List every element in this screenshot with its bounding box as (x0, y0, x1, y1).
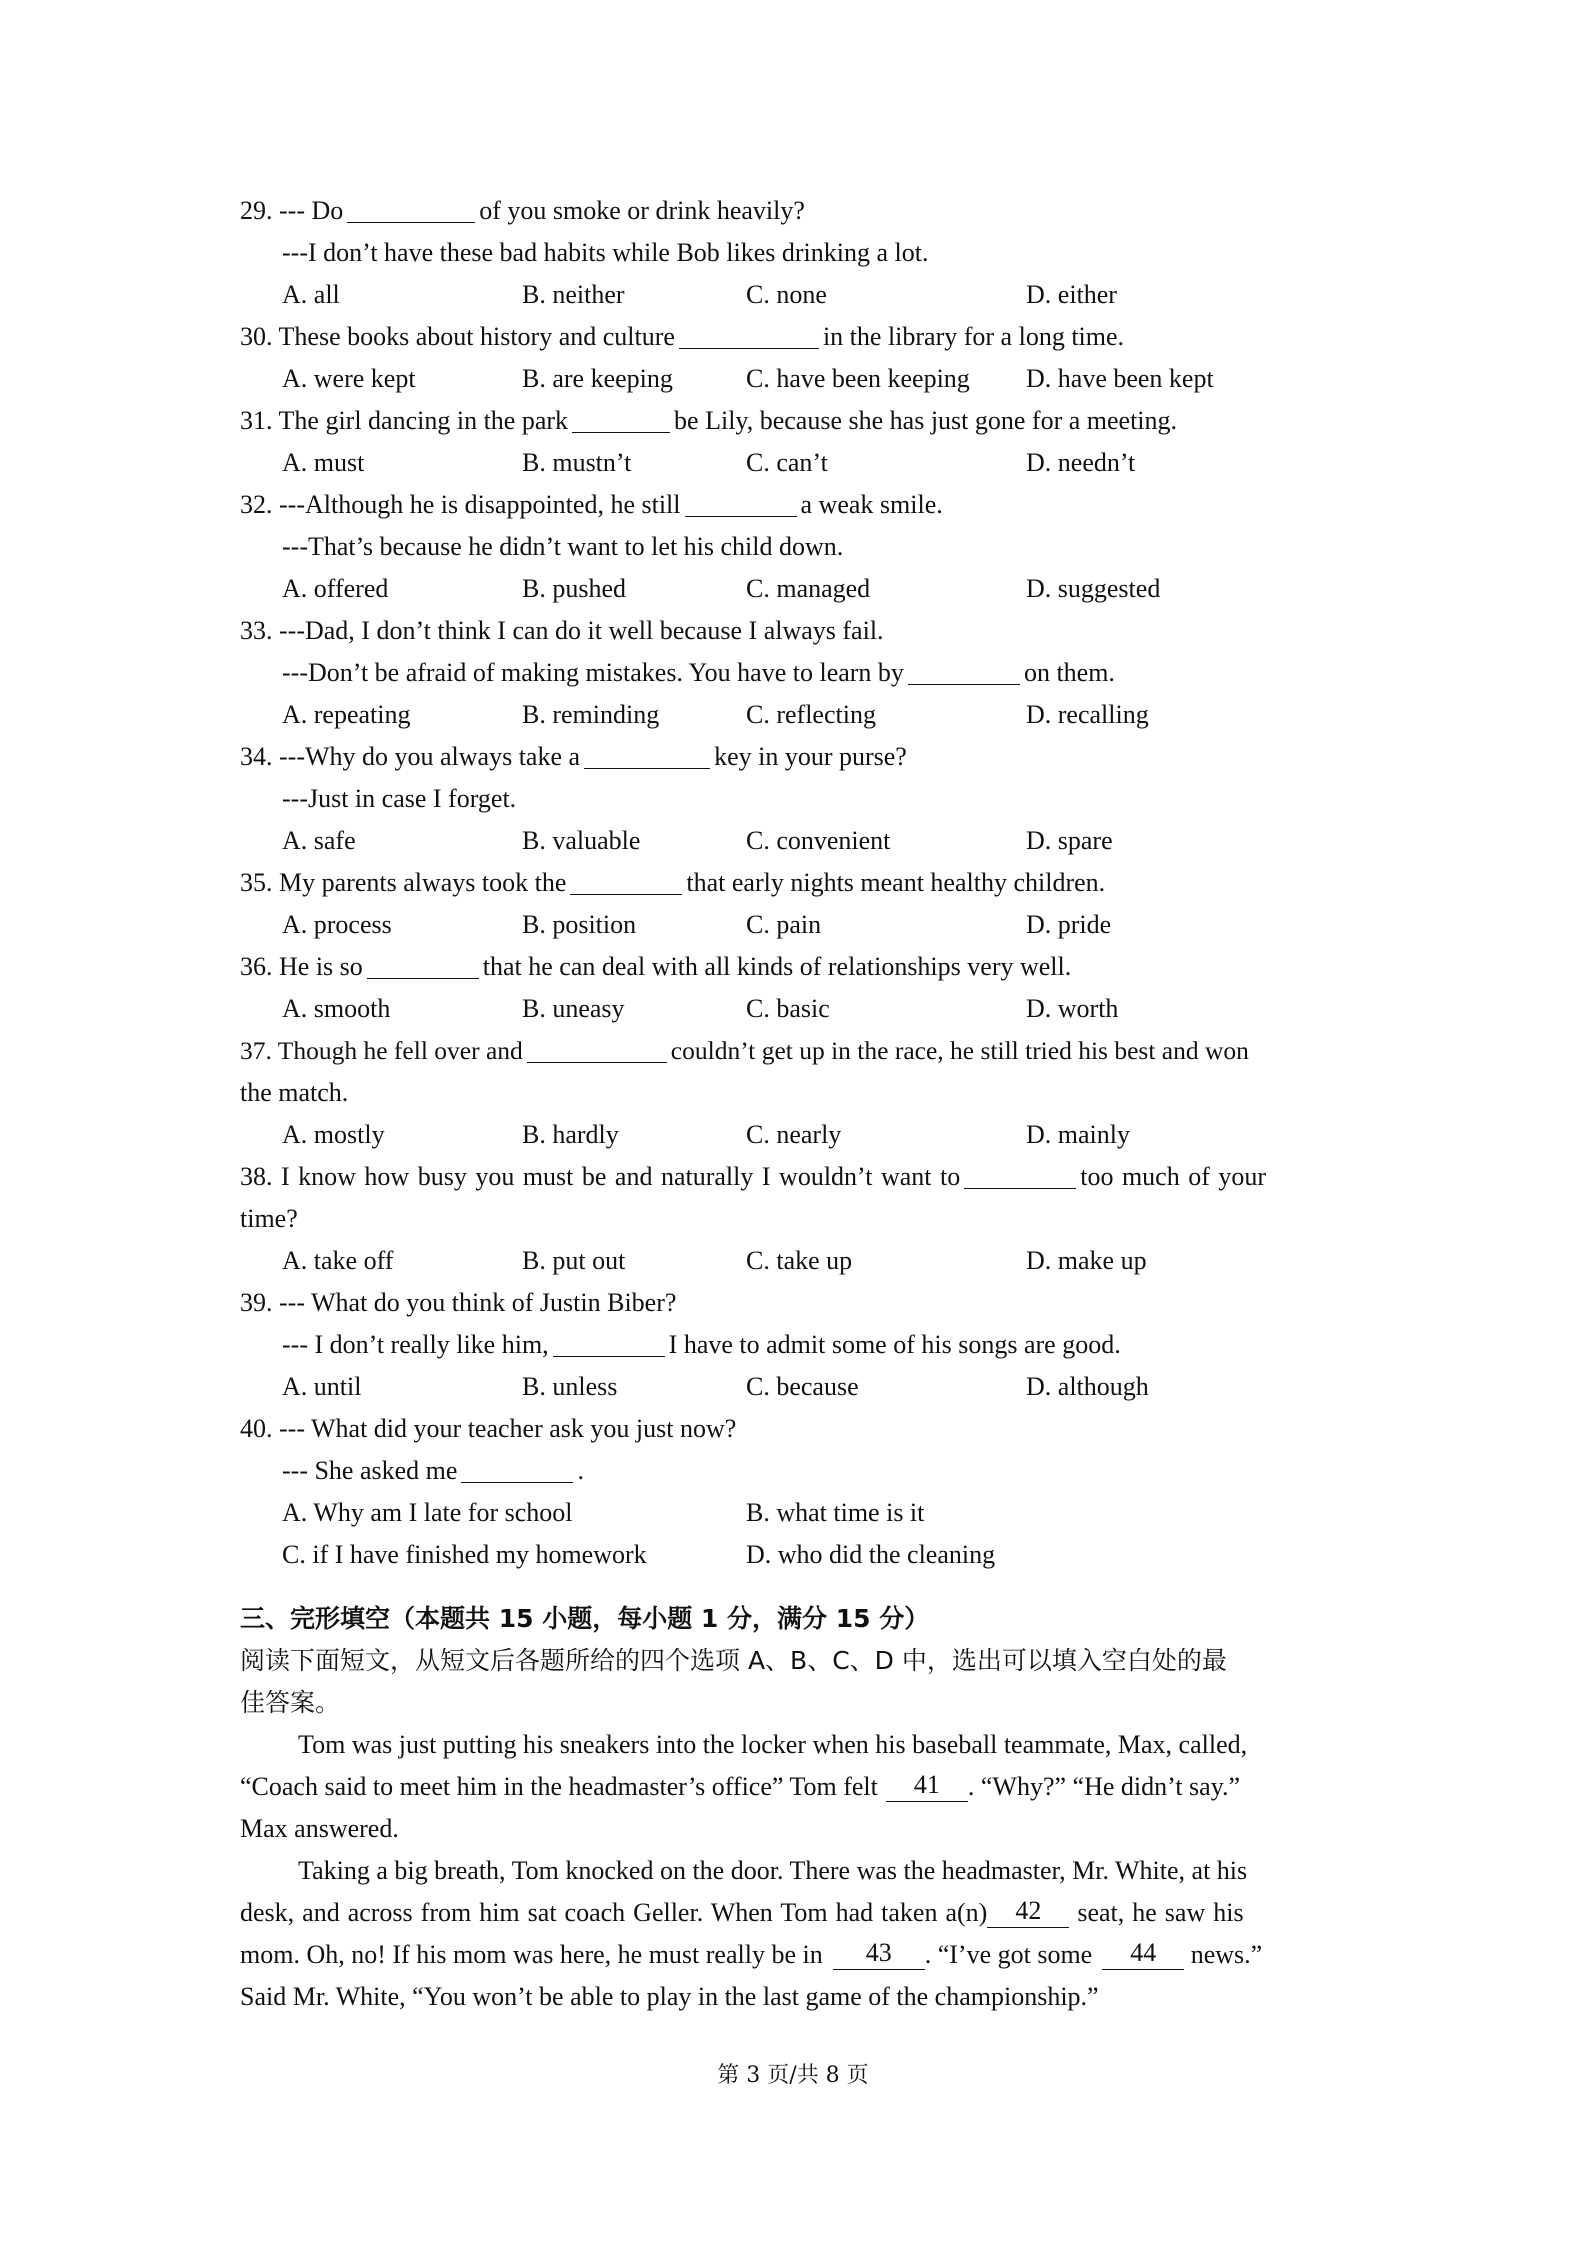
cloze-blank-42: 42 (987, 1895, 1069, 1928)
option-c: C. nearly (746, 1120, 842, 1149)
option-c: C. because (746, 1372, 859, 1401)
option-a: A. mostly (282, 1120, 385, 1149)
option-a: A. were kept (282, 364, 416, 393)
cloze-blank-41: 41 (886, 1769, 968, 1802)
option-d: D. pride (1026, 910, 1112, 939)
answer-options (240, 1492, 1350, 1534)
answer-options (240, 442, 1350, 484)
answer-options (240, 1366, 1350, 1408)
answer-options (240, 1534, 1350, 1576)
option-d: D. have been kept (1026, 364, 1214, 393)
question-stem: 38. I know how busy you must be and naturally I wouldn’t want to too much of your (240, 1156, 1350, 1198)
answer-options (240, 274, 1350, 316)
answer-options (240, 1240, 1350, 1282)
question-37 (240, 1030, 1350, 1156)
option-a: A. repeating (282, 700, 411, 729)
question-33 (240, 610, 1350, 736)
option-a: A. take off (282, 1246, 394, 1275)
option-c: C. if I have finished my homework (282, 1540, 647, 1569)
question-34 (240, 736, 1350, 862)
answer-options (240, 820, 1350, 862)
answer-blank (553, 1326, 665, 1357)
option-a: A. process (282, 910, 392, 939)
option-b: B. are keeping (522, 364, 673, 393)
option-c: C. have been keeping (746, 364, 970, 393)
option-b: B. mustn’t (522, 448, 632, 477)
option-b: B. pushed (522, 574, 626, 603)
option-b: B. what time is it (746, 1498, 925, 1527)
dialogue-reply: ---Don’t be afraid of making mistakes. You have to learn by on them. (240, 652, 1350, 694)
dialogue-reply: ---I don’t have these bad habits while Bob likes drinking a lot. (282, 238, 929, 267)
dialogue-reply: ---Just in case I forget. (282, 784, 517, 813)
answer-blank (964, 1158, 1076, 1189)
cloze-blank-43: 43 (833, 1937, 925, 1970)
paragraph-line: Said Mr. White, “You won’t be able to play in the last game of the championship.” (240, 1982, 1099, 2011)
dialogue-reply: ---That’s because he didn’t want to let his child down. (282, 532, 844, 561)
question-stem: 29. --- Do of you smoke or drink heavily? (240, 190, 1350, 232)
option-d: D. make up (1026, 1246, 1147, 1275)
answer-options (240, 358, 1350, 400)
option-c: C. basic (746, 994, 830, 1023)
option-c: C. convenient (746, 826, 891, 855)
question-stem-continued: the match. (240, 1078, 349, 1107)
option-a: A. must (282, 448, 365, 477)
option-b: B. uneasy (522, 994, 625, 1023)
question-stem: 35. My parents always took the that early nights meant healthy children. (240, 862, 1350, 904)
question-stem: 33. ---Dad, I don’t think I can do it well because I always fail. (240, 616, 884, 645)
option-a: A. Why am I late for school (282, 1498, 573, 1527)
question-30 (240, 316, 1350, 400)
question-stem: 30. These books about history and culture in the library for a long time. (240, 316, 1350, 358)
cloze-paragraph-2 (240, 1850, 1350, 2018)
answer-blank (685, 486, 797, 517)
question-stem: 37. Though he fell over and couldn’t get up in the race, he still tried his best and won (240, 1030, 1350, 1072)
option-d: D. mainly (1026, 1120, 1130, 1149)
answer-blank (367, 948, 479, 979)
paragraph-line: mom. Oh, no! If his mom was here, he must really be in 43 . “I’ve got some 44 news.” (240, 1938, 1263, 1969)
option-b: B. position (522, 910, 637, 939)
answer-options (240, 694, 1350, 736)
answer-blank (461, 1452, 573, 1483)
option-c: C. pain (746, 910, 822, 939)
page-content (240, 190, 1350, 2018)
option-c: C. can’t (746, 448, 828, 477)
paragraph-line: Tom was just putting his sneakers into the locker when his baseball teammate, Max, called, (298, 1730, 1248, 1759)
question-36 (240, 946, 1350, 1030)
paragraph-line: desk, and across from him sat coach Geller. When Tom had taken a(n) 42 seat, he saw his (240, 1896, 1244, 1927)
cloze-blank-44: 44 (1102, 1937, 1184, 1970)
option-d: D. worth (1026, 994, 1119, 1023)
question-stem: 39. --- What do you think of Justin Biber? (240, 1288, 677, 1317)
answer-blank (570, 864, 682, 895)
option-b: B. neither (522, 280, 625, 309)
option-d: D. who did the cleaning (746, 1540, 996, 1569)
dialogue-reply: --- I don’t really like him, I have to admit some of his songs are good. (240, 1324, 1350, 1366)
option-a: A. smooth (282, 994, 391, 1023)
option-d: D. recalling (1026, 700, 1149, 729)
answer-blank (347, 192, 475, 223)
option-b: B. unless (522, 1372, 618, 1401)
question-29 (240, 190, 1350, 316)
question-stem-continued: time? (240, 1204, 298, 1233)
option-a: A. all (282, 280, 340, 309)
answer-options (240, 904, 1350, 946)
answer-options (240, 988, 1350, 1030)
section-instructions-continued: 佳答案。 (240, 1688, 341, 1717)
option-d: D. spare (1026, 826, 1113, 855)
option-c: C. managed (746, 574, 871, 603)
question-stem: 40. --- What did your teacher ask you just now? (240, 1414, 737, 1443)
option-b: B. put out (522, 1246, 626, 1275)
option-c: C. take up (746, 1246, 853, 1275)
page-footer: 第 3 页/共 8 页 (717, 2063, 869, 2088)
answer-blank (572, 402, 670, 433)
paragraph-line: “Coach said to meet him in the headmaster’s office” Tom felt 41 . “Why?” “He didn’t say.” (240, 1770, 1241, 1801)
paragraph-line: Taking a big breath, Tom knocked on the door. There was the headmaster, Mr. White, at his (298, 1856, 1248, 1885)
question-stem: 34. ---Why do you always take a key in your purse? (240, 736, 1350, 778)
option-a: A. until (282, 1372, 362, 1401)
question-stem: 31. The girl dancing in the park be Lily, because she has just gone for a meeting. (240, 400, 1350, 442)
section-title: 三、完形填空（本题共 15 小题，每小题 1 分，满分 15 分） (240, 1604, 930, 1633)
option-c: C. reflecting (746, 700, 876, 729)
option-a: A. safe (282, 826, 356, 855)
option-d: D. suggested (1026, 574, 1161, 603)
option-b: B. hardly (522, 1120, 619, 1149)
option-d: D. either (1026, 280, 1117, 309)
option-b: B. valuable (522, 826, 641, 855)
question-40 (240, 1408, 1350, 1576)
question-32 (240, 484, 1350, 610)
cloze-paragraph-1 (240, 1724, 1350, 1850)
answer-blank (679, 318, 819, 349)
question-35 (240, 862, 1350, 946)
answer-blank (908, 654, 1020, 685)
answer-options (240, 1114, 1350, 1156)
answer-options (240, 568, 1350, 610)
dialogue-reply: --- She asked me . (240, 1450, 1350, 1492)
option-d: D. although (1026, 1372, 1149, 1401)
answer-blank (527, 1032, 667, 1063)
section-instructions: 阅读下面短文，从短文后各题所给的四个选项 A、B、C、D 中，选出可以填入空白处的最 (240, 1646, 1227, 1675)
question-stem: 36. He is so that he can deal with all kinds of relationships very well. (240, 946, 1350, 988)
question-39 (240, 1282, 1350, 1408)
question-38 (240, 1156, 1350, 1282)
option-a: A. offered (282, 574, 389, 603)
answer-blank (584, 738, 710, 769)
option-b: B. reminding (522, 700, 660, 729)
question-31 (240, 400, 1350, 484)
option-c: C. none (746, 280, 827, 309)
question-stem: 32. ---Although he is disappointed, he still a weak smile. (240, 484, 1350, 526)
paragraph-line: Max answered. (240, 1814, 399, 1843)
option-d: D. needn’t (1026, 448, 1136, 477)
